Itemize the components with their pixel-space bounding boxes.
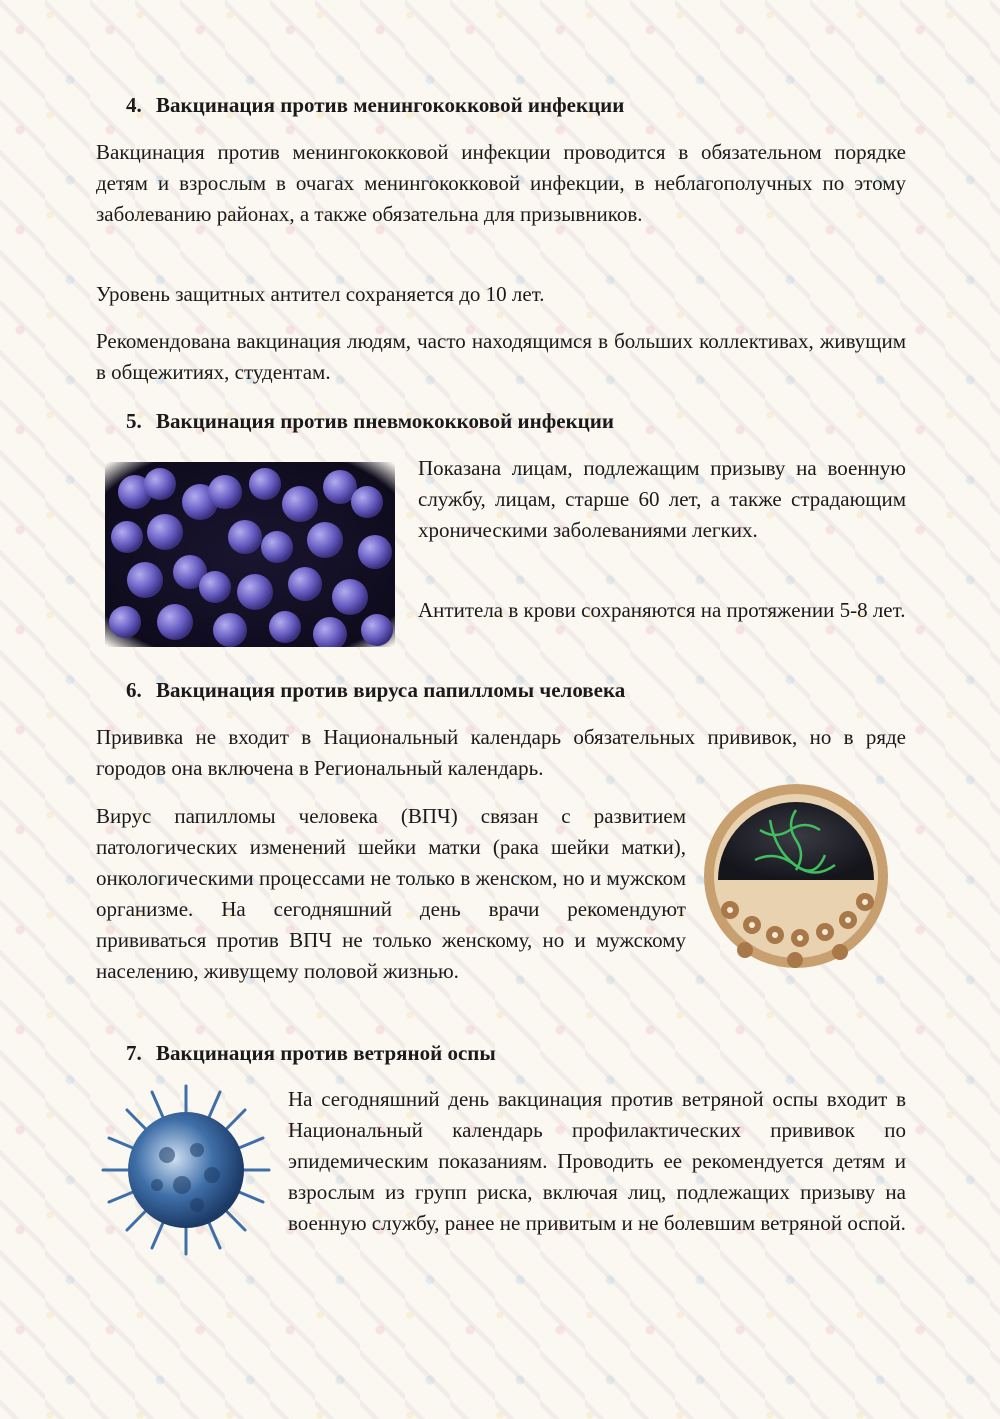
section-5-paragraph-1: Показана лицам, подлежащим призыву на военную службу, лицам, старше 60 лет, а также страдающим хроническими заболеваниями легких.	[418, 456, 906, 542]
section-6-number: 6.	[126, 678, 142, 702]
section-7-number: 7.	[126, 1041, 142, 1065]
varicella-virus-image	[97, 1080, 275, 1260]
section-7-paragraph-1: На сегодняшний день вакцинация против ветряной оспы входит в Национальный календарь профилактических прививок по эпидемическим показаниям. Проводить ее рекомендуется детям и взрослым из групп риска, включая лиц, подлежащих призыву на военную службу, ранее не привитым и не болевшим ветряной оспой.	[288, 1087, 906, 1235]
section-7-heading	[126, 1040, 496, 1066]
pneumococcus-bacteria-image	[105, 462, 395, 647]
section-5-heading	[126, 408, 614, 434]
section-4-title: Вакцинация против менингококковой инфекции	[156, 93, 625, 117]
section-5-paragraph-2: Антитела в крови сохраняются на протяжении 5-8 лет.	[418, 598, 906, 622]
section-5-number: 5.	[126, 409, 142, 433]
hpv-virus-cross-section-image	[700, 780, 892, 972]
section-6-paragraph-2: Вирус папилломы человека (ВПЧ) связан с развитием патологических изменений шейки матки (рака шейки матки), онкологическими процессами не только в женском, но и мужском организме. На сегодняшний день врачи рекомендуют прививаться против ВПЧ не только женскому, но и мужскому населению, живущему половой жизнью.	[96, 804, 686, 983]
section-4-paragraph-1: Вакцинация против менингококковой инфекции проводится в обязательном порядке детям и взрослым в очагах менингококковой инфекции, в неблагополучных по этому заболеванию районах, а также обязательна для призывников.	[96, 140, 906, 226]
section-6-paragraph-1: Прививка не входит в Национальный календарь обязательных прививок, но в ряде городов она включена в Региональный календарь.	[96, 725, 906, 780]
section-5-title: Вакцинация против пневмококковой инфекции	[156, 409, 614, 433]
section-6-title: Вакцинация против вируса папилломы человека	[156, 678, 626, 702]
section-4-paragraph-3: Рекомендована вакцинация людям, часто находящимся в больших коллективах, живущим в общежитиях, студентам.	[96, 329, 906, 384]
section-4-number: 4.	[126, 93, 142, 117]
section-4-heading	[126, 92, 624, 118]
section-6-heading	[126, 677, 625, 703]
section-7-title: Вакцинация против ветряной оспы	[156, 1041, 496, 1065]
section-4-paragraph-2: Уровень защитных антител сохраняется до 10 лет.	[96, 282, 545, 306]
